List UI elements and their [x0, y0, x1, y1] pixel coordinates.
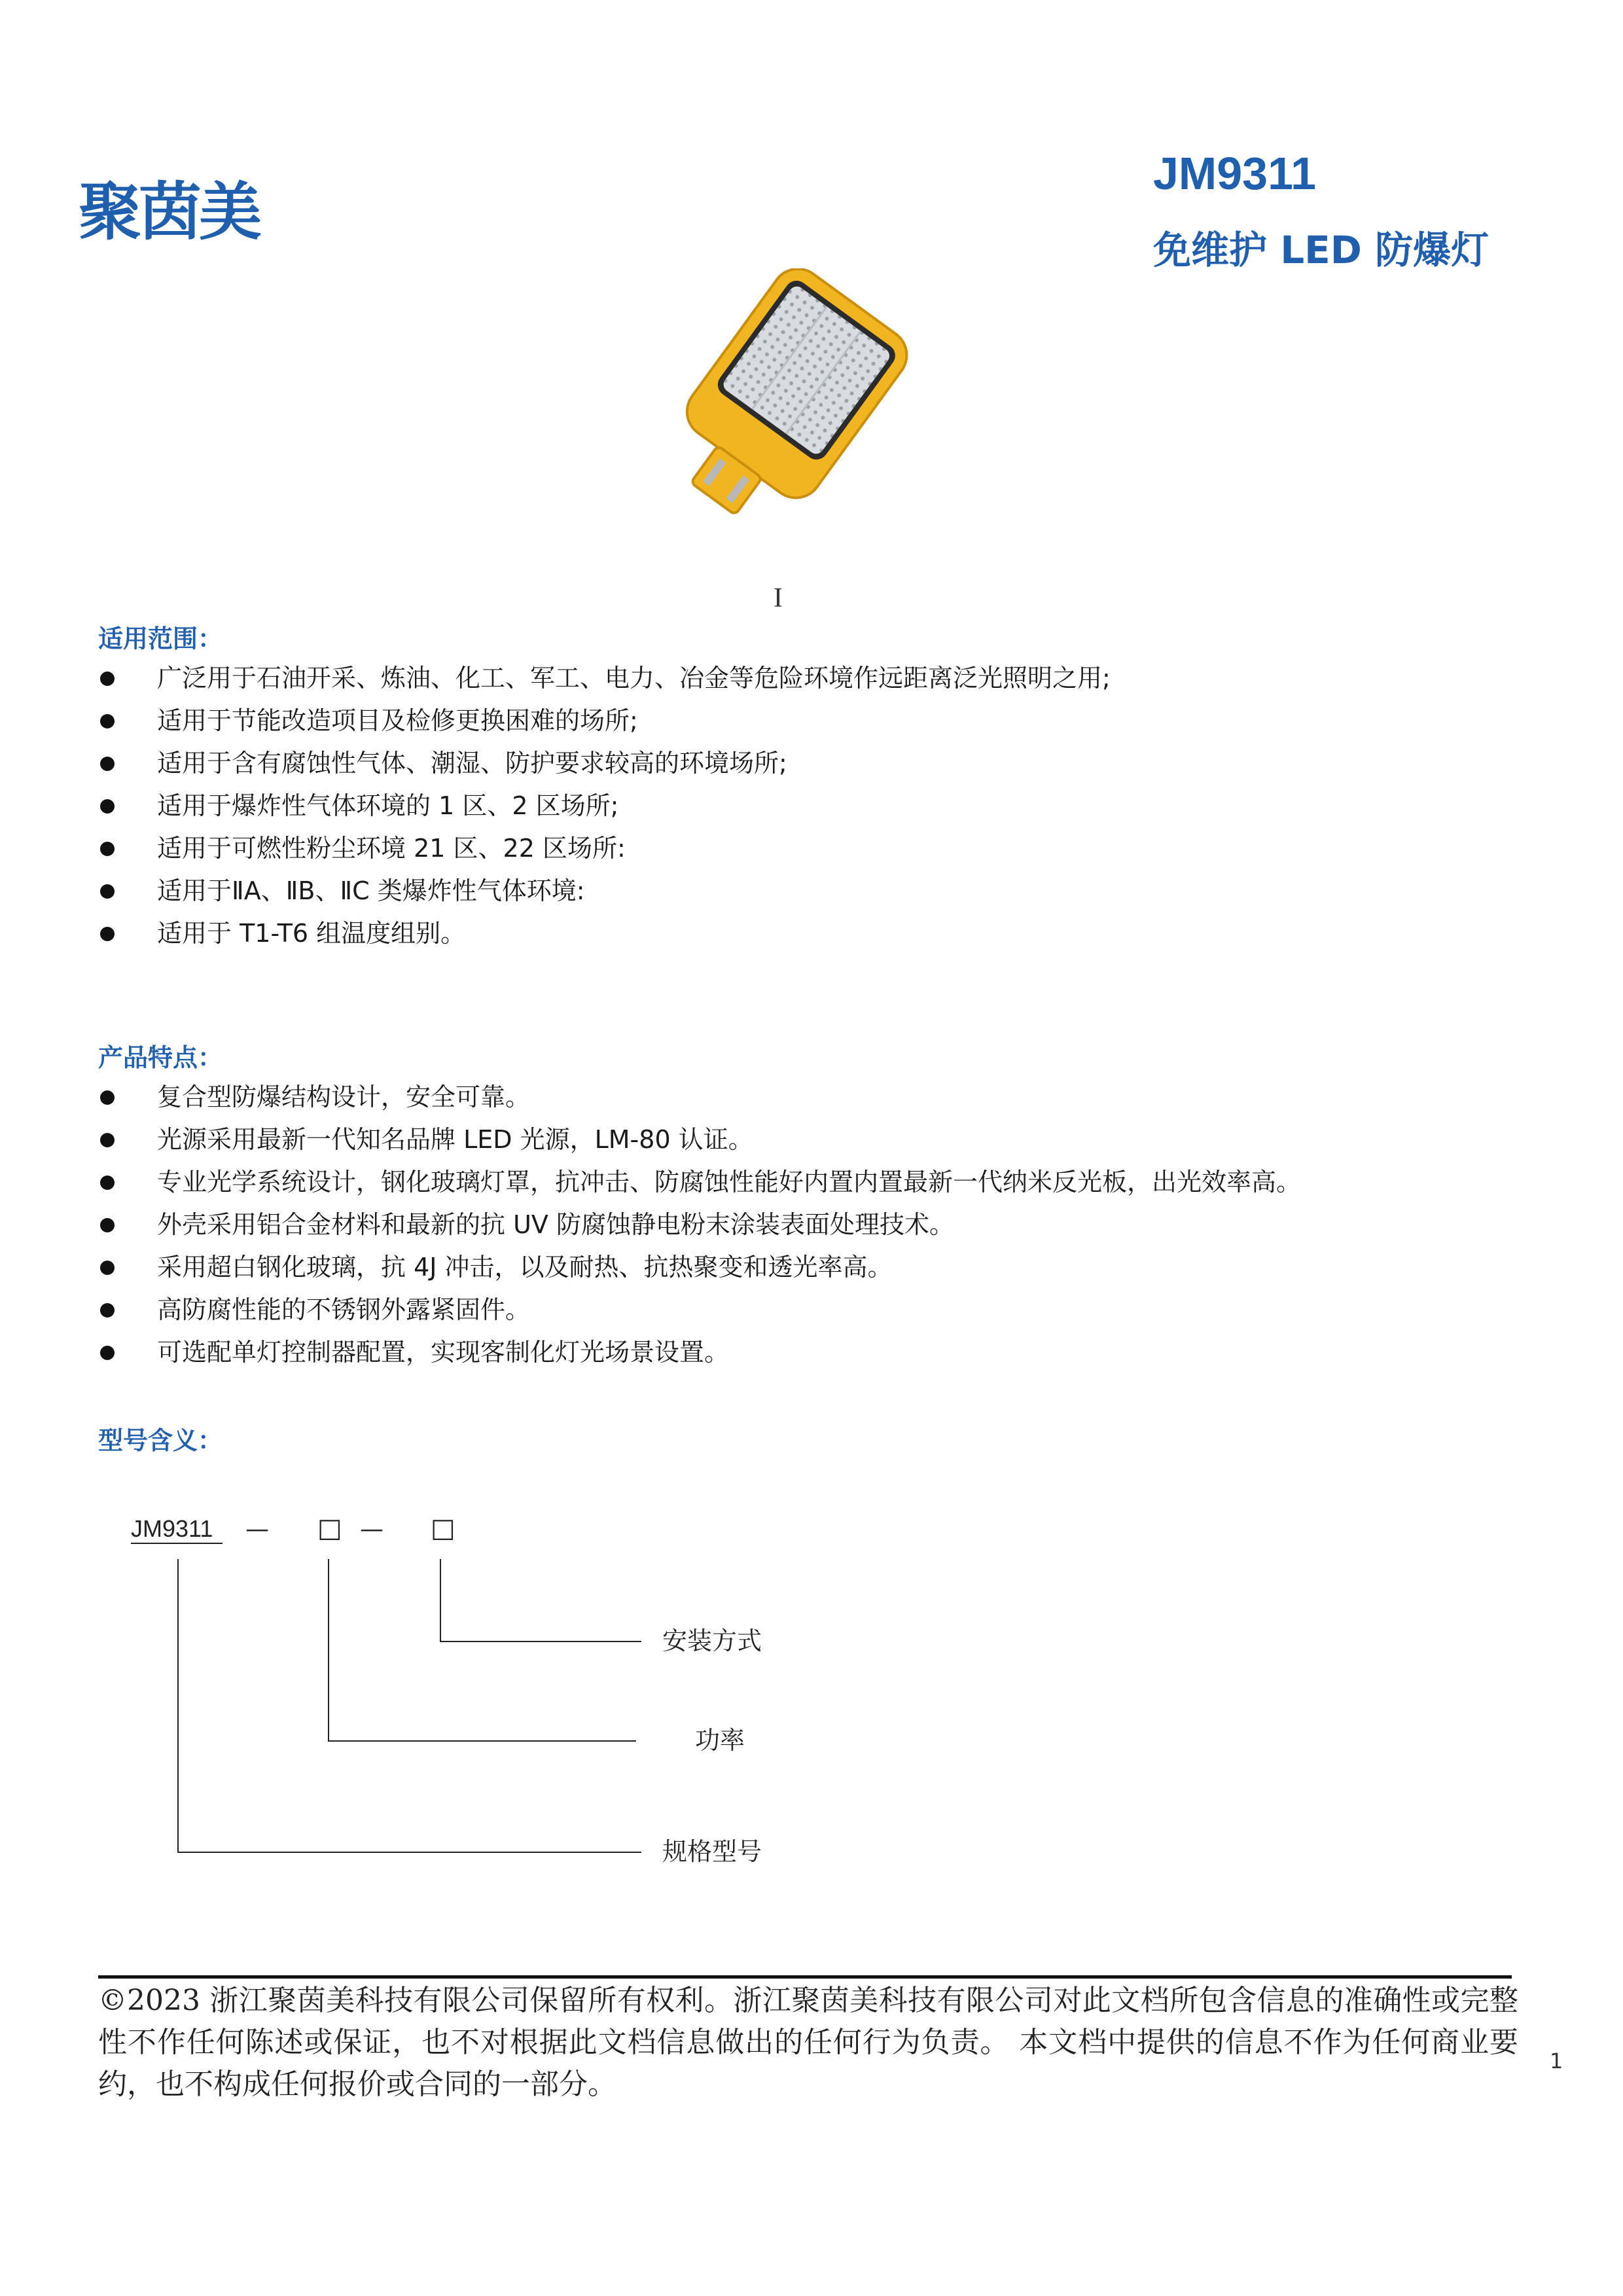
- list-item: 广泛用于石油开采、炼油、化工、军工、电力、冶金等危险环境作远距离泛光照明之用;: [98, 657, 1571, 700]
- list-item: 光源采用最新一代知名品牌 LED 光源，LM-80 认证。: [98, 1119, 1571, 1161]
- copyright-notice: ©2023 浙江聚茵美科技有限公司保留所有权利。浙江聚茵美科技有限公司对此文档所包含信息的准确性或完整性不作任何陈述或保证，也不对根据此文档信息做出的任何行为负责。 本文档中提供的信息不作为任何商业要约，也不构成任何报价或合同的一部分。: [98, 1984, 1518, 2101]
- install-label: 安装方式: [662, 1626, 762, 1655]
- product-name: 免维护 LED 防爆灯: [1153, 228, 1489, 272]
- power-label: 功率: [695, 1726, 745, 1755]
- applications-list: [98, 657, 1571, 955]
- applications-title: 适用范围：: [98, 624, 223, 653]
- features-title: 产品特点：: [98, 1043, 223, 1072]
- list-item: 专业光学系统设计，钢化玻璃灯罩，抗冲击、防腐蚀性能好内置内置最新一代纳米反光板，出光效率高。: [98, 1161, 1571, 1204]
- features-list: [98, 1076, 1571, 1374]
- model-number: JM9311: [1153, 148, 1317, 199]
- spec-label: 规格型号: [662, 1837, 762, 1866]
- list-item: 复合型防爆结构设计，安全可靠。: [98, 1076, 1571, 1119]
- dash-separator: —: [245, 1516, 269, 1543]
- list-item: 适用于节能改造项目及检修更换困难的场所;: [98, 700, 1571, 742]
- list-item: 可选配单灯控制器配置，实现客制化灯光场景设置。: [98, 1331, 1571, 1374]
- list-item: 适用于 T1-T6 组温度组别。: [98, 912, 1571, 955]
- list-item: 外壳采用铝合金材料和最新的抗 UV 防腐蚀静电粉末涂装表面处理技术。: [98, 1204, 1571, 1246]
- dash-separator: —: [360, 1516, 383, 1543]
- model-meaning-title: 型号含义：: [98, 1426, 223, 1455]
- list-item: 适用于爆炸性气体环境的 1 区、2 区场所;: [98, 785, 1571, 827]
- model-code: JM9311: [131, 1515, 213, 1542]
- explosion-proof-led-lamp-photo: [648, 268, 923, 530]
- image-caption-mark: I: [774, 583, 783, 613]
- model-code-diagram: [98, 1505, 883, 1911]
- list-item: 适用于可燃性粉尘环境 21 区、22 区场所:: [98, 827, 1571, 870]
- list-item: 采用超白钢化玻璃，抗 4J 冲击，以及耐热、抗热聚变和透光率高。: [98, 1246, 1571, 1289]
- list-item: 适用于ⅡA、ⅡB、ⅡC 类爆炸性气体环境:: [98, 870, 1571, 912]
- install-placeholder-box: □: [431, 1513, 455, 1543]
- list-item: 高防腐性能的不锈钢外露紧固件。: [98, 1289, 1571, 1331]
- list-item: 适用于含有腐蚀性气体、潮湿、防护要求较高的环境场所;: [98, 742, 1571, 785]
- footer-divider: [98, 1975, 1512, 1979]
- page-number: 1: [1550, 2049, 1563, 2073]
- brand-logo: 聚茵美: [79, 175, 259, 249]
- power-placeholder-box: □: [317, 1513, 342, 1543]
